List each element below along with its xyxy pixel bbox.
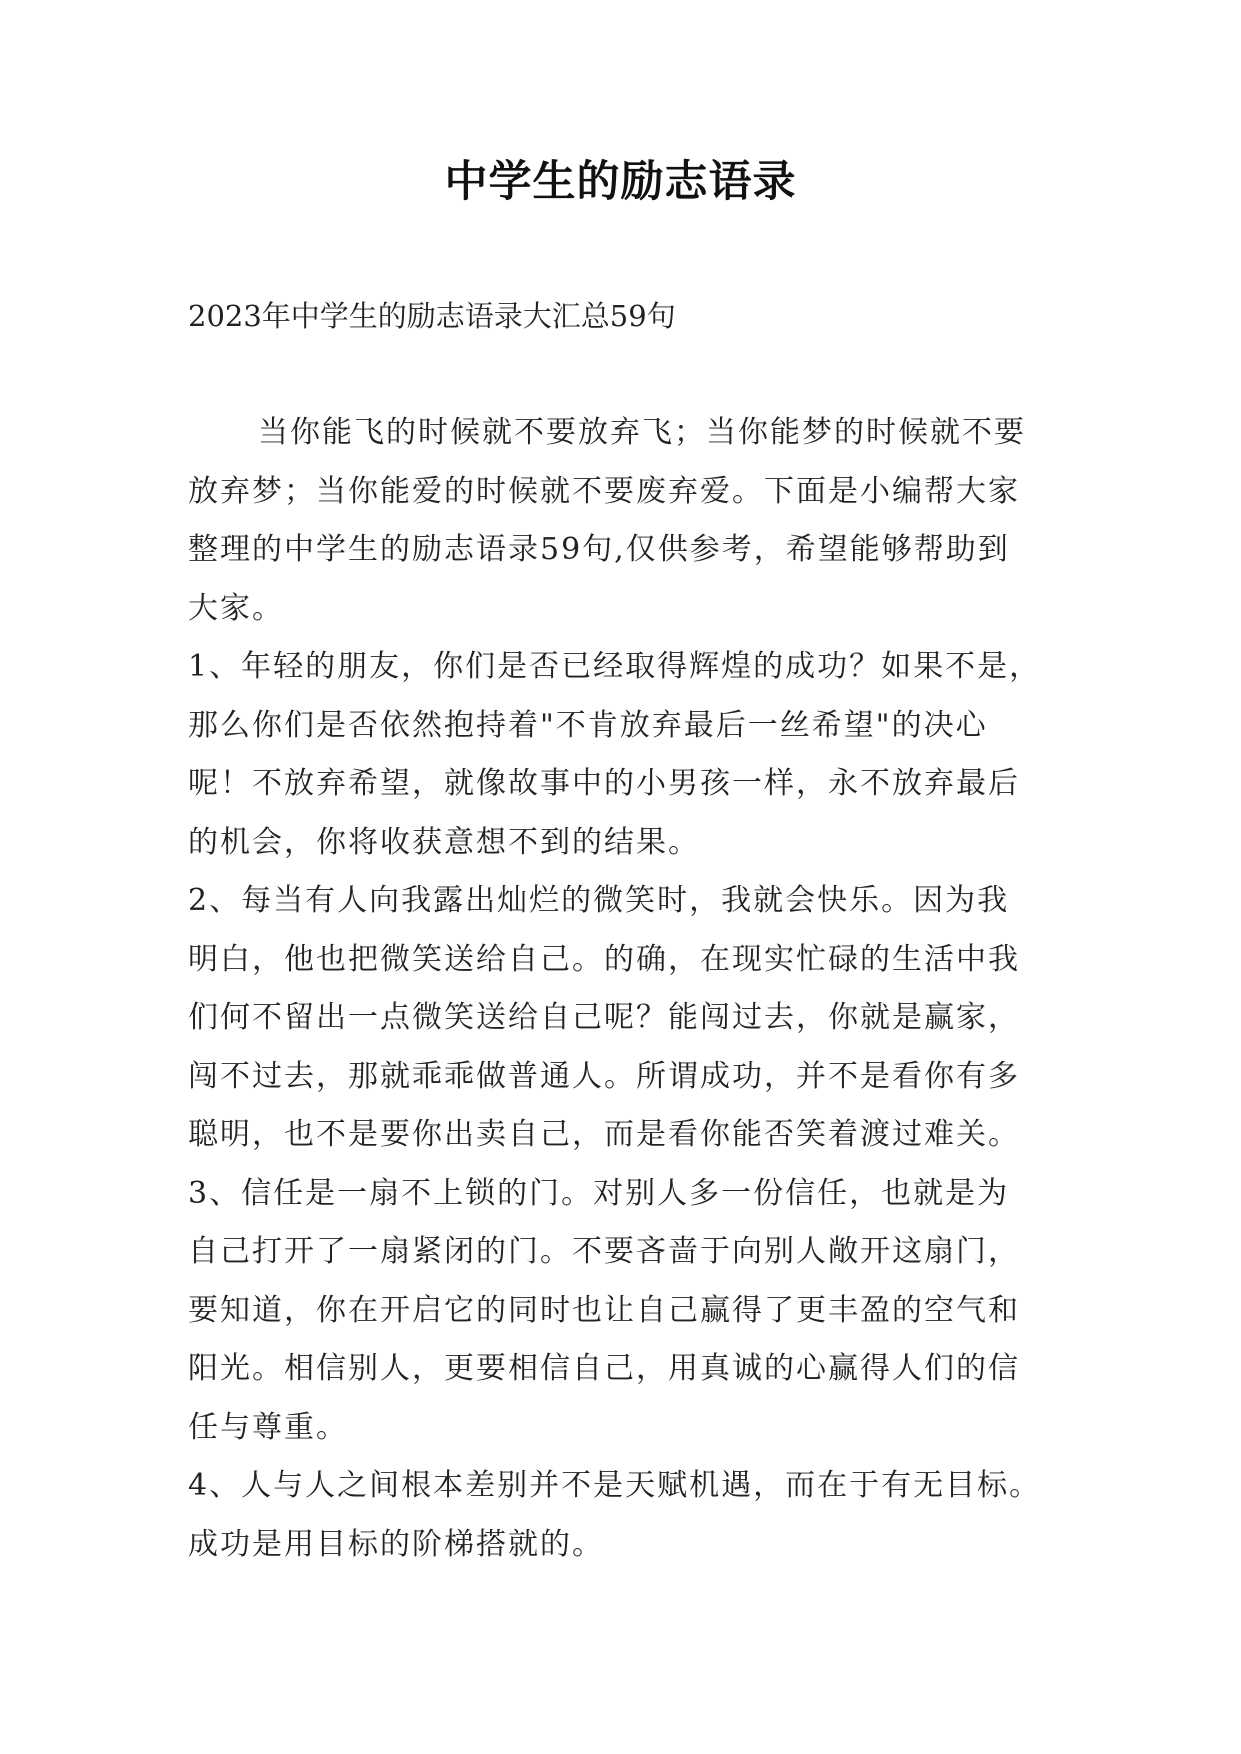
- text-line: 3、信任是一扇不上锁的门。对别人多一份信任，也就是为: [188, 1175, 1010, 1211]
- text-line: 要知道，你在开启它的同时也让自己赢得了更丰盈的空气和: [188, 1292, 1020, 1328]
- text-line: 明白，他也把微笑送给自己。的确，在现实忙碌的生活中我: [188, 941, 1020, 977]
- text-line: 呢！不放弃希望，就像故事中的小男孩一样，永不放弃最后: [188, 766, 1020, 801]
- document-title: 中学生的励志语录: [444, 157, 797, 207]
- document-body: [188, 404, 1068, 1574]
- text-line: 2、每当有人向我露出灿烂的微笑时，我就会快乐。因为我: [188, 883, 1010, 918]
- text-line: 当你能飞的时候就不要放弃飞；当你能梦的时候就不要: [258, 415, 1026, 450]
- text-line: 1、年轻的朋友，你们是否已经取得辉煌的成功？如果不是，: [188, 649, 1042, 684]
- text-line: 们何不留出一点微笑送给自己呢？能闯过去，你就是赢家，: [188, 1000, 1020, 1035]
- text-line: 大家。: [188, 590, 284, 626]
- text-line: 的机会，你将收获意想不到的结果。: [188, 824, 700, 860]
- text-line: 4、人与人之间根本差别并不是天赋机遇，而在于有无目标。: [188, 1468, 1042, 1503]
- text-line: 任与尊重。: [188, 1409, 348, 1445]
- document-subtitle: 2023年中学生的励志语录大汇总59句: [188, 299, 676, 333]
- text-line: 那么你们是否依然抱持着"不肯放弃最后一丝希望"的决心: [188, 707, 988, 743]
- text-line: 自己打开了一扇紧闭的门。不要吝啬于向别人敞开这扇门，: [188, 1234, 1020, 1269]
- text-line: 阳光。相信别人，更要相信自己，用真诚的心赢得人们的信: [188, 1351, 1020, 1386]
- text-line: 聪明，也不是要你出卖自己，而是看你能否笑着渡过难关。: [188, 1117, 1020, 1152]
- text-line: 闯不过去，那就乖乖做普通人。所谓成功，并不是看你有多: [188, 1058, 1020, 1094]
- text-line: 整理的中学生的励志语录59句,仅供参考，希望能够帮助到: [188, 532, 1010, 567]
- text-line: 成功是用目标的阶梯搭就的。: [188, 1526, 604, 1562]
- text-line: 放弃梦；当你能爱的时候就不要废弃爱。下面是小编帮大家: [188, 473, 1020, 509]
